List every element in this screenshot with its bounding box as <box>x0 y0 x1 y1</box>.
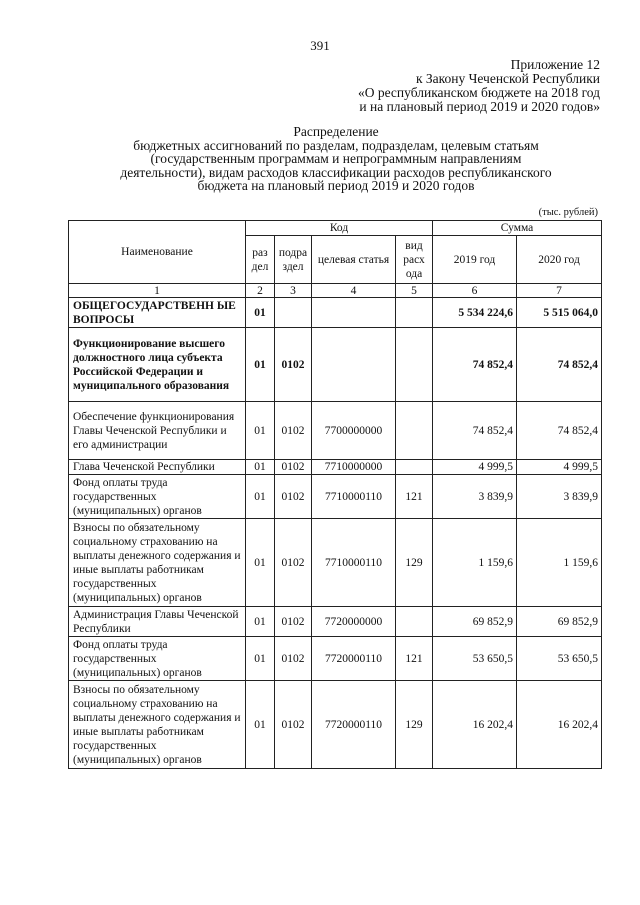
row-celevaya: 7710000110 <box>312 519 396 607</box>
row-sum-2020: 74 852,4 <box>517 328 602 402</box>
row-sum-2020: 16 202,4 <box>517 681 602 769</box>
header-name: Наименование <box>69 221 246 284</box>
title-line: (государственным программам и непрограммным направлениям <box>150 151 522 166</box>
row-sum-2019: 74 852,4 <box>433 402 517 460</box>
row-razdel: 01 <box>246 475 275 519</box>
row-sum-2020: 3 839,9 <box>517 475 602 519</box>
appendix-line: к Закону Чеченской Республики <box>415 71 600 86</box>
row-razdel: 01 <box>246 637 275 681</box>
row-sum-2019: 69 852,9 <box>433 607 517 637</box>
table-row <box>69 519 602 607</box>
row-sum-2019: 74 852,4 <box>433 328 517 402</box>
row-sum-2019: 3 839,9 <box>433 475 517 519</box>
row-celevaya: 7720000000 <box>312 607 396 637</box>
header-vid: вид расх ода <box>396 236 433 284</box>
row-sum-2019: 16 202,4 <box>433 681 517 769</box>
row-vid <box>396 328 433 402</box>
row-vid <box>396 607 433 637</box>
column-number: 3 <box>275 284 312 298</box>
row-name: Взносы по обязательному социальному страхованию на выплаты денежного содержания и иные выплаты работникам государственных (муниципальных) органов <box>69 681 246 769</box>
row-razdel: 01 <box>246 402 275 460</box>
row-celevaya <box>312 298 396 328</box>
row-razdel: 01 <box>246 607 275 637</box>
header-2020: 2020 год <box>517 236 602 284</box>
row-razdel: 01 <box>246 519 275 607</box>
row-sum-2019: 53 650,5 <box>433 637 517 681</box>
row-vid: 129 <box>396 681 433 769</box>
row-sum-2019: 1 159,6 <box>433 519 517 607</box>
row-celevaya: 7700000000 <box>312 402 396 460</box>
row-sum-2020: 69 852,9 <box>517 607 602 637</box>
row-sum-2020: 1 159,6 <box>517 519 602 607</box>
document-title <box>70 125 602 193</box>
header-razdel: раз дел <box>246 236 275 284</box>
row-sum-2019: 5 534 224,6 <box>433 298 517 328</box>
header-podrazdel: подра здел <box>275 236 312 284</box>
row-celevaya <box>312 328 396 402</box>
row-sum-2020: 4 999,5 <box>517 460 602 475</box>
row-podrazdel: 0102 <box>275 328 312 402</box>
header-sum: Сумма <box>433 221 602 236</box>
row-vid <box>396 402 433 460</box>
row-podrazdel: 0102 <box>275 460 312 475</box>
row-podrazdel: 0102 <box>275 637 312 681</box>
appendix-line: и на плановый период 2019 и 2020 годов» <box>359 99 600 114</box>
row-podrazdel: 0102 <box>275 681 312 769</box>
title-line: бюджетных ассигнований по разделам, подразделам, целевым статьям <box>133 137 539 153</box>
table-row <box>69 637 602 681</box>
appendix-line: «О республиканском бюджете на 2018 год <box>357 85 600 100</box>
row-sum-2020: 53 650,5 <box>517 637 602 681</box>
row-name: ОБЩЕГОСУДАРСТВЕНН ЫЕ ВОПРОСЫ <box>69 298 246 328</box>
row-razdel: 01 <box>246 328 275 402</box>
table-row <box>69 402 602 460</box>
row-podrazdel <box>275 298 312 328</box>
row-celevaya: 7720000110 <box>312 637 396 681</box>
units-label: (тыс. рублей) <box>538 207 598 218</box>
row-vid: 121 <box>396 637 433 681</box>
table-row <box>69 460 602 475</box>
title-line: Распределение <box>293 124 379 139</box>
header-code: Код <box>246 221 433 236</box>
budget-table <box>68 220 602 769</box>
appendix-reference <box>358 58 600 114</box>
row-name: Фонд оплаты труда государственных (муниципальных) органов <box>69 637 246 681</box>
title-line: деятельности), видам расходов классификации расходов республиканского <box>120 164 552 180</box>
table-row <box>69 298 602 328</box>
column-number: 5 <box>396 284 433 298</box>
row-vid <box>396 298 433 328</box>
row-name: Фонд оплаты труда государственных (муниципальных) органов <box>69 475 246 519</box>
row-vid: 129 <box>396 519 433 607</box>
row-razdel: 01 <box>246 298 275 328</box>
row-name: Взносы по обязательному социальному страхованию на выплаты денежного содержания и иные выплаты работникам государственных (муниципальных) органов <box>69 519 246 607</box>
table-row <box>69 681 602 769</box>
table-row <box>69 607 602 637</box>
row-sum-2020: 5 515 064,0 <box>517 298 602 328</box>
page-number: 391 <box>310 38 330 53</box>
table-row <box>69 475 602 519</box>
row-sum-2020: 74 852,4 <box>517 402 602 460</box>
appendix-line: Приложение 12 <box>510 57 600 72</box>
row-vid <box>396 460 433 475</box>
row-podrazdel: 0102 <box>275 402 312 460</box>
row-podrazdel: 0102 <box>275 519 312 607</box>
column-number: 2 <box>246 284 275 298</box>
header-celevaya: целевая статья <box>312 236 396 284</box>
header-2019: 2019 год <box>433 236 517 284</box>
column-number: 6 <box>433 284 517 298</box>
row-celevaya: 7720000110 <box>312 681 396 769</box>
row-celevaya: 7710000110 <box>312 475 396 519</box>
column-number: 4 <box>312 284 396 298</box>
row-name: Глава Чеченской Республики <box>69 460 246 475</box>
row-name: Функционирование высшего должностного лица субъекта Российской Федерации и муниципального образования <box>69 328 246 402</box>
row-name: Администрация Главы Чеченской Республики <box>69 607 246 637</box>
column-numbers-row <box>69 284 602 298</box>
table-row <box>69 328 602 402</box>
row-podrazdel: 0102 <box>275 475 312 519</box>
row-celevaya: 7710000000 <box>312 460 396 475</box>
row-name: Обеспечение функционирования Главы Чеченской Республики и его администрации <box>69 402 246 460</box>
row-razdel: 01 <box>246 681 275 769</box>
row-vid: 121 <box>396 475 433 519</box>
title-line: бюджета на плановый период 2019 и 2020 годов <box>197 178 475 193</box>
row-razdel: 01 <box>246 460 275 475</box>
column-number: 1 <box>69 284 246 298</box>
column-number: 7 <box>517 284 602 298</box>
row-podrazdel: 0102 <box>275 607 312 637</box>
row-sum-2019: 4 999,5 <box>433 460 517 475</box>
